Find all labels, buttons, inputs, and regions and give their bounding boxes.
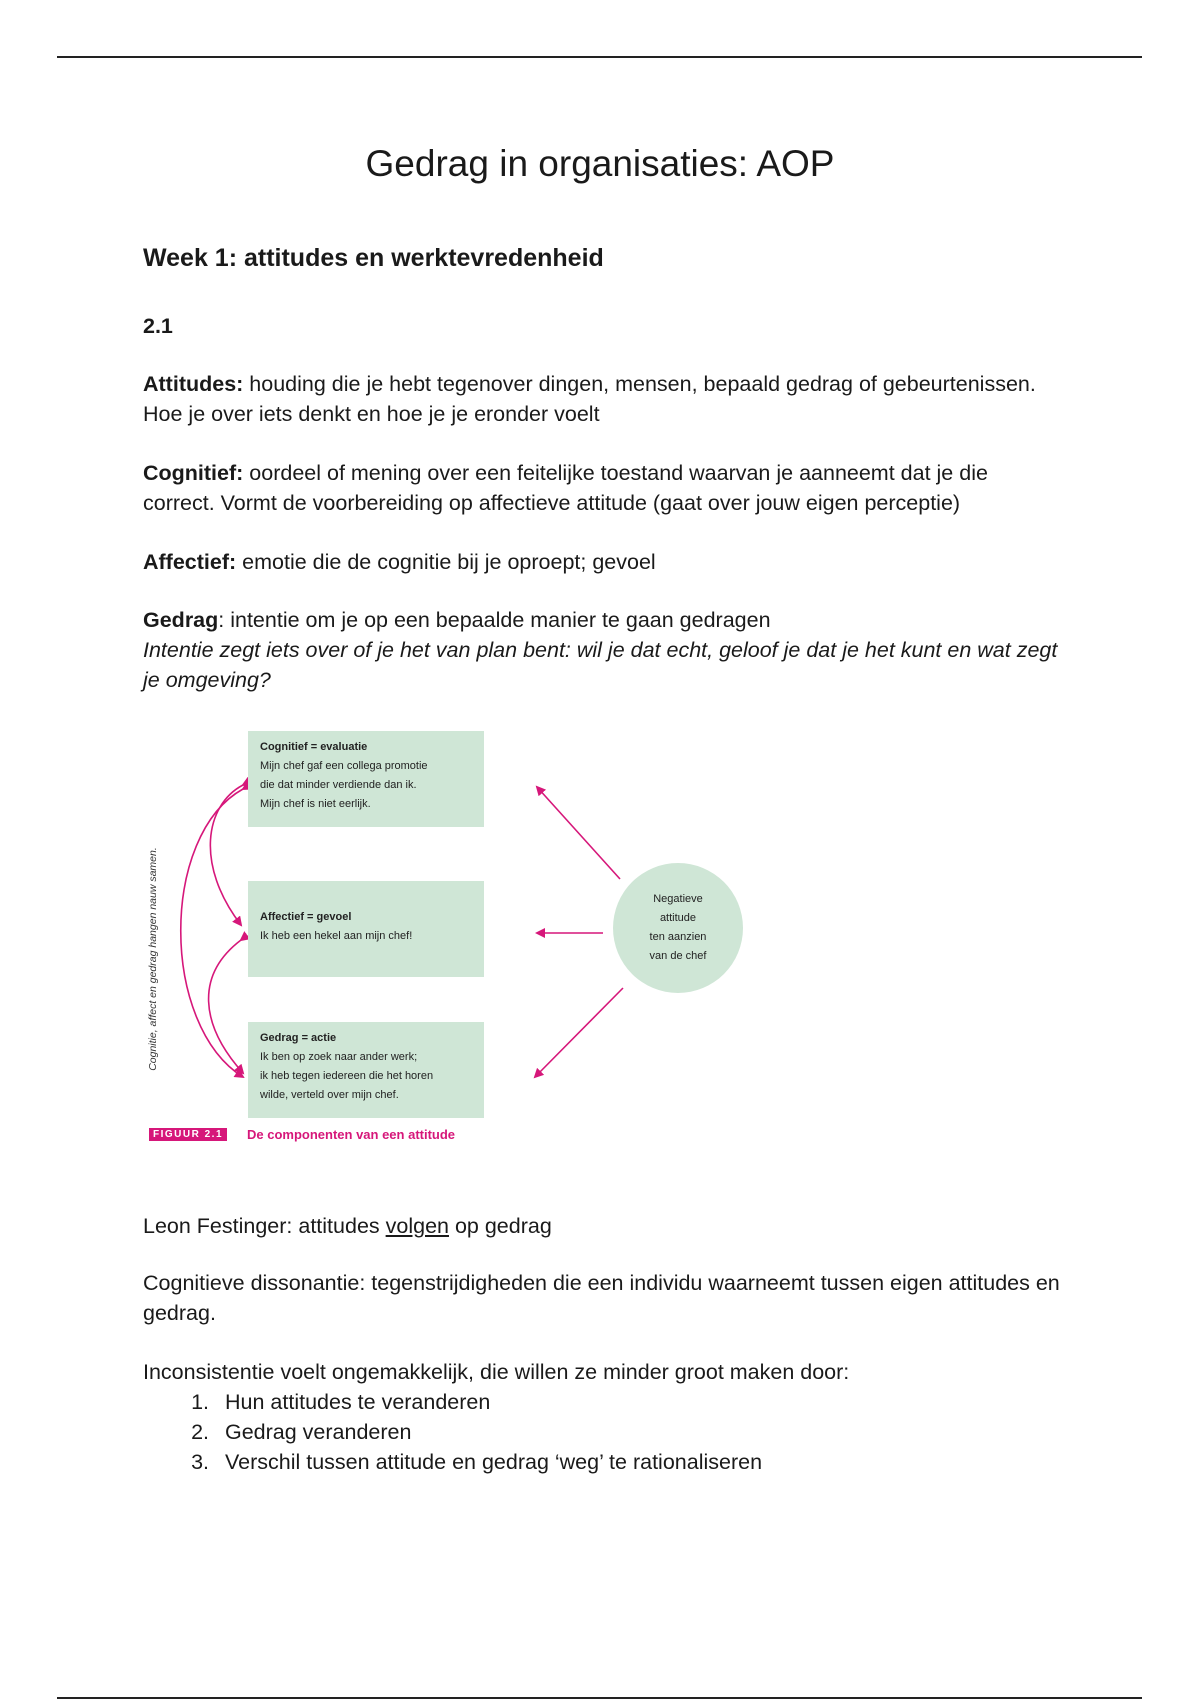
figure-tag: FIGUUR 2.1: [149, 1128, 227, 1141]
arrow-to-gedrag: [535, 988, 623, 1077]
week-heading: Week 1: attitudes en werktevredenheid: [143, 244, 604, 272]
definition-gedrag: : intentie om je op een bepaalde manier te gaan gedragen: [218, 608, 771, 632]
box-affectief-title: Affectief = gevoel: [260, 911, 352, 923]
term-gedrag: Gedrag: [143, 608, 219, 632]
box-gedrag-line: wilde, verteld over mijn chef.: [260, 1089, 399, 1101]
document-title: Gedrag in organisaties: AOP: [365, 143, 835, 184]
circle-line: ten aanzien: [649, 931, 707, 943]
right-straight-arrows: [535, 787, 623, 1077]
festinger-after: op gedrag: [448, 1214, 552, 1238]
box-cognitief-line: Mijn chef gaf een collega promotie: [260, 760, 428, 772]
bottom-rule: [57, 1697, 1142, 1699]
top-rule: [57, 56, 1142, 58]
definition-affectief: emotie die de cognitie bij je oproept; gevoel: [236, 550, 656, 574]
list-item: 3. Verschil tussen attitude en gedrag ‘weg’ te rationaliseren: [215, 1447, 1063, 1477]
festinger-underlined: volgen: [385, 1214, 449, 1238]
list-item: 2. Gedrag veranderen: [215, 1417, 1063, 1447]
box-cognitief-line: Mijn chef is niet eerlijk.: [260, 798, 371, 810]
paragraph-affectief: [143, 547, 1063, 577]
term-attitudes: Attitudes:: [143, 372, 244, 396]
figure-caption: De componenten van een attitude: [247, 1127, 456, 1142]
definition-attitudes: houding die je hebt tegenover dingen, mensen, bepaald gedrag of gebeurtenissen. Hoe je over iets denkt en hoe je je eronder voelt: [143, 372, 1036, 426]
circle-line: van de chef: [649, 950, 707, 962]
reduction-list: [143, 1387, 1063, 1477]
circle-line: attitude: [659, 912, 697, 924]
section-number: 2.1: [143, 314, 173, 338]
paragraph-attitudes: [143, 369, 1063, 429]
arrow-to-cognitief: [537, 787, 620, 879]
box-gedrag-line: Ik ben op zoek naar ander werk;: [260, 1051, 418, 1063]
festinger-before: Leon Festinger: attitudes: [143, 1214, 386, 1238]
gedrag-italic-note: Intentie zegt iets over of je het van plan bent: wil je dat echt, geloof je dat je het kunt en wat zegt je omgeving?: [143, 638, 1058, 692]
term-affectief: Affectief:: [143, 550, 237, 574]
box-cognitief: [248, 731, 484, 827]
arrow-cognitief-affectief: [210, 785, 243, 925]
attitude-components-figure: [135, 725, 745, 1150]
negative-attitude-circle: [613, 863, 743, 993]
paragraph-dissonantie: Cognitieve dissonantie: tegenstrijdigheden die een individu waarneemt tussen eigen attitudes en gedrag.: [143, 1271, 1060, 1325]
box-gedrag: [248, 1022, 484, 1118]
inconsistentie-intro: Inconsistentie voelt ongemakkelijk, die willen ze minder groot maken door:: [143, 1360, 850, 1384]
list-item: 1. Hun attitudes te veranderen: [215, 1387, 1063, 1417]
paragraph-inconsistentie: [143, 1357, 1063, 1477]
circle-line: Negatieve: [653, 893, 703, 905]
box-cognitief-line: die dat minder verdiende dan ik.: [260, 779, 417, 791]
figure-vertical-label: Cognitie, affect en gedrag hangen nauw samen.: [147, 847, 159, 1071]
left-curved-arrows: [181, 785, 243, 1077]
box-affectief-line: Ik heb een hekel aan mijn chef!: [260, 930, 413, 942]
box-affectief: [248, 881, 484, 977]
term-cognitief: Cognitief:: [143, 461, 244, 485]
box-gedrag-title: Gedrag = actie: [260, 1032, 337, 1044]
box-cognitief-title: Cognitief = evaluatie: [260, 741, 368, 753]
paragraph-cognitief: [143, 458, 1063, 518]
arrow-affectief-gedrag: [209, 940, 243, 1073]
paragraph-festinger: [143, 1211, 1063, 1241]
definition-cognitief: oordeel of mening over een feitelijke toestand waarvan je aanneemt dat je die correct. Vormt de voorbereiding op affectieve attitude (gaat over jouw eigen perceptie): [143, 461, 988, 515]
box-gedrag-line: ik heb tegen iedereen die het horen: [260, 1070, 434, 1082]
paragraph-gedrag: [143, 605, 1063, 695]
